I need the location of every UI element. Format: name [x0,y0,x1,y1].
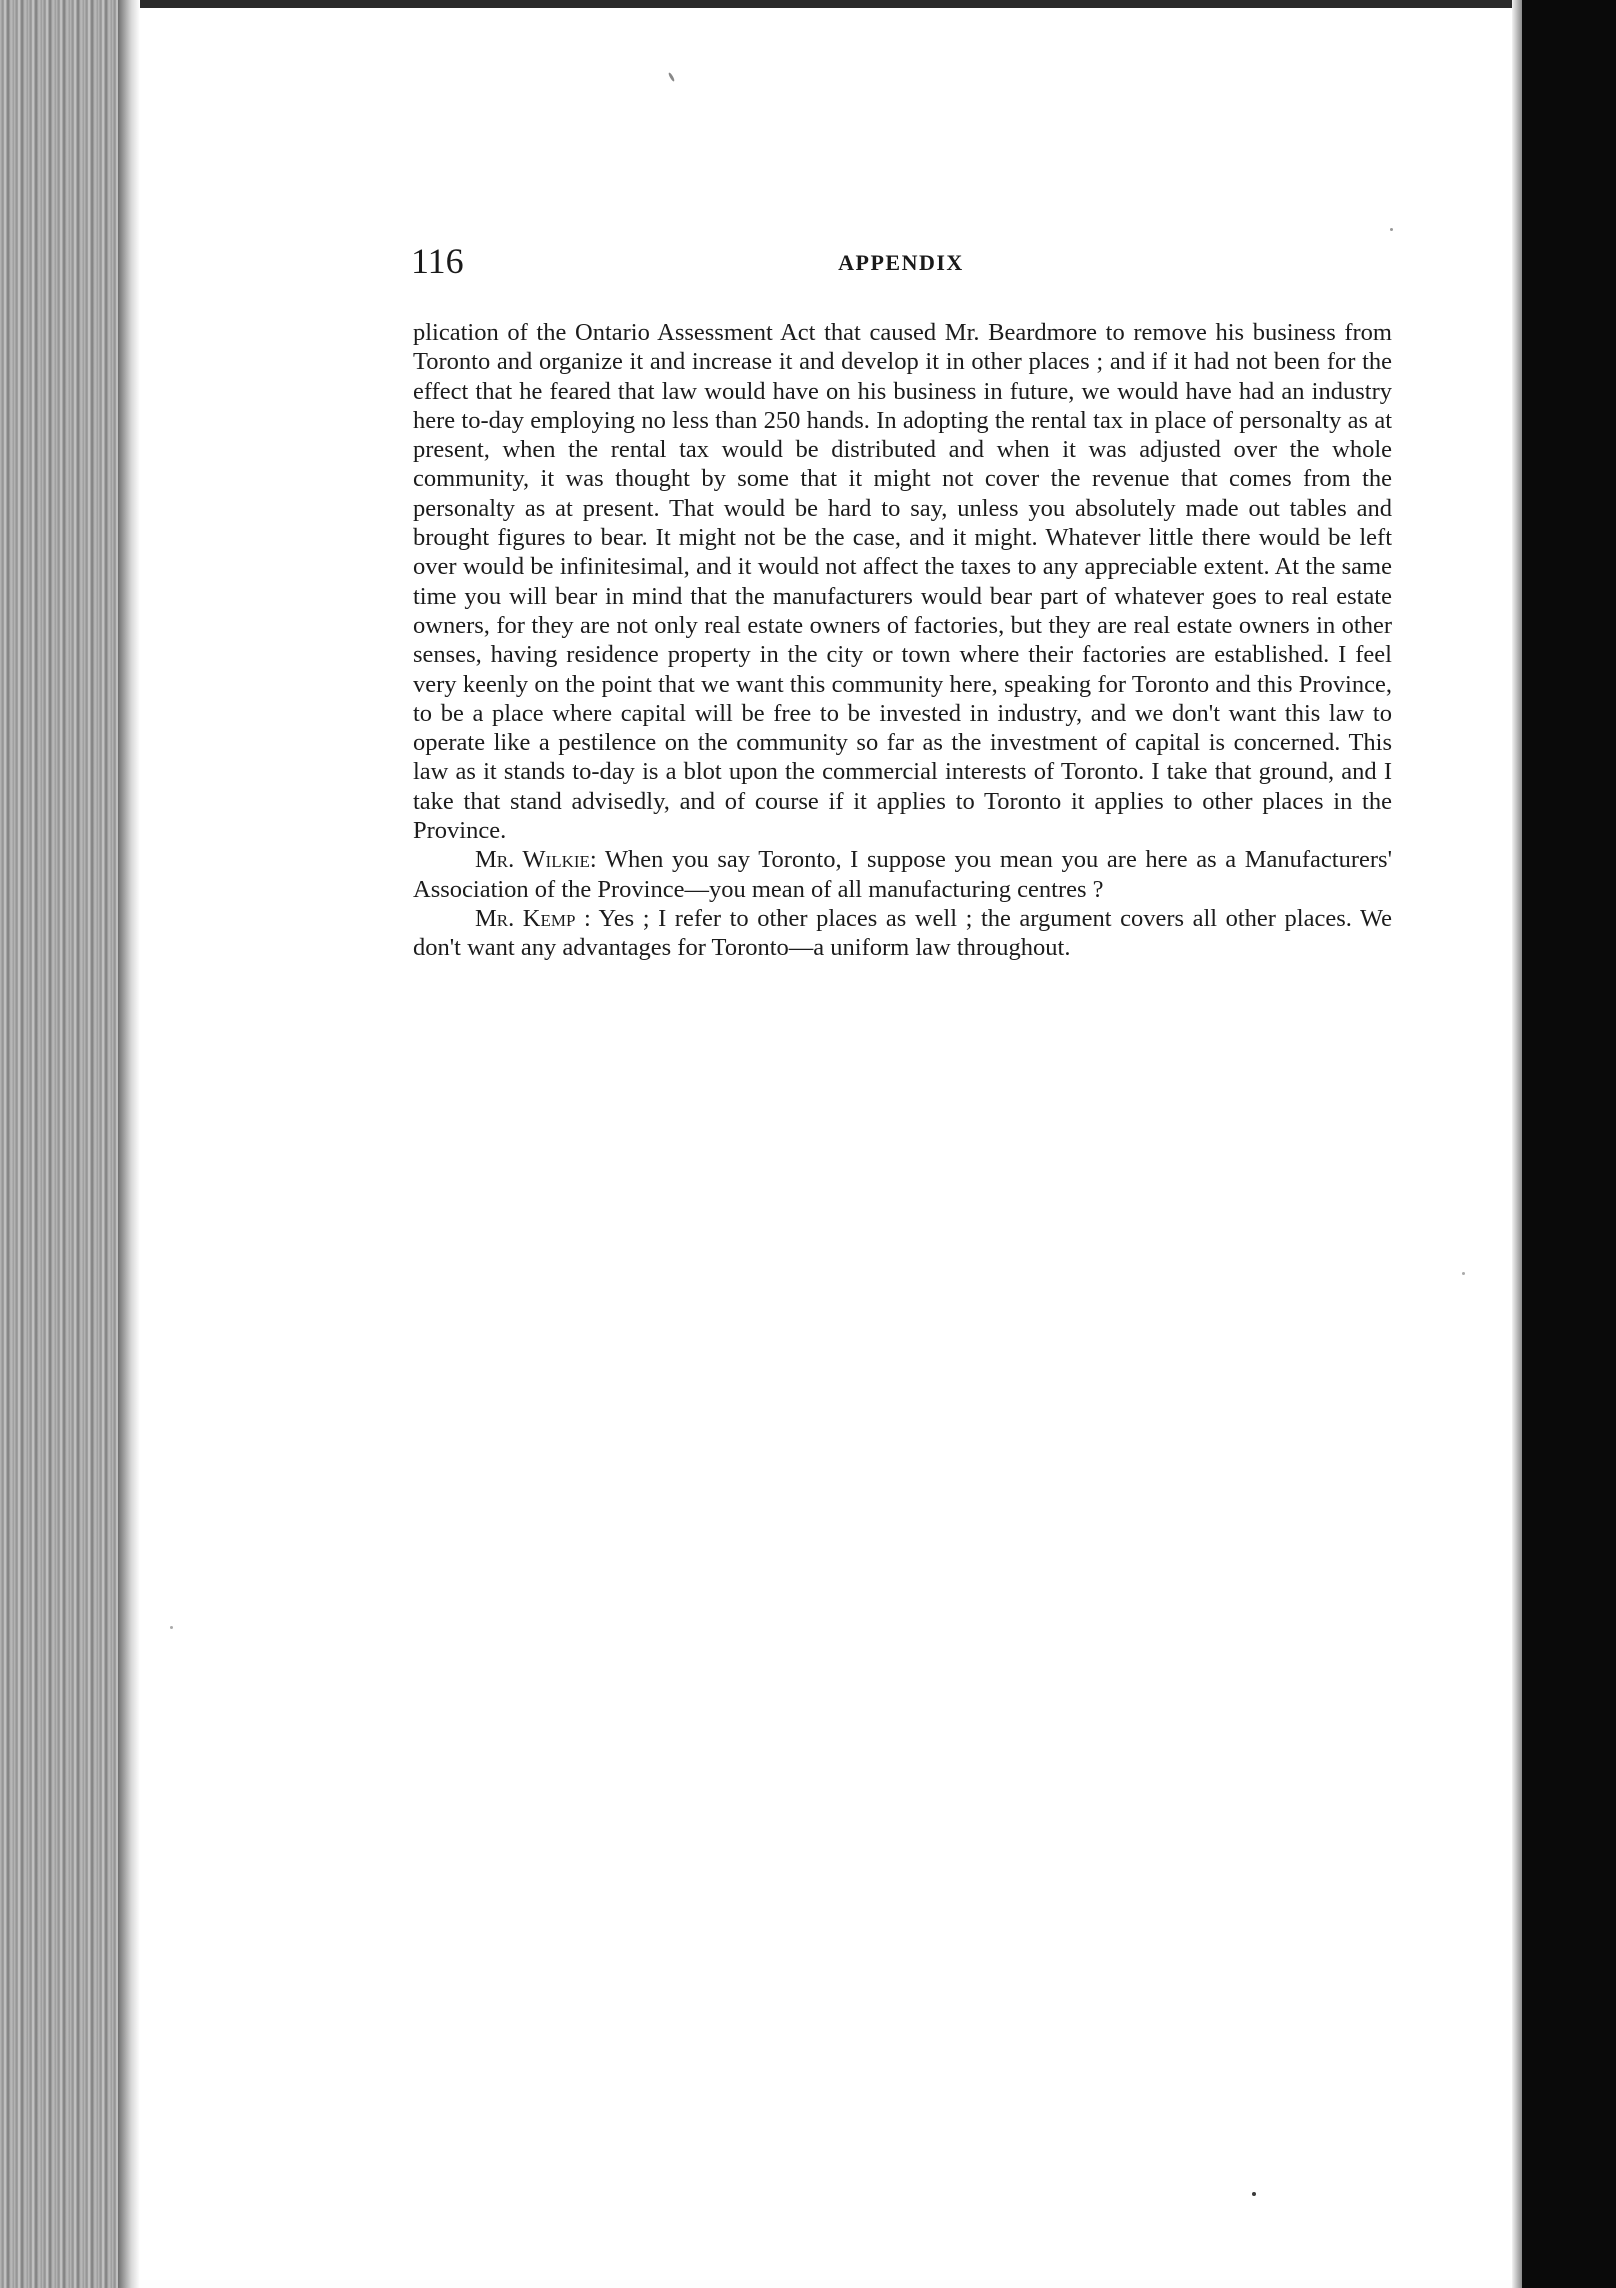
page-right-edge [1512,0,1522,2288]
paragraph-kemp [413,904,1392,963]
scan-speck [1390,228,1393,231]
paragraph-continued: plication of the Ontario Assessment Act that caused Mr. Beardmore to remove his business from Toronto and organize it and increase it and develop it in other places ; and if it had not been for the effect that he feared that law would have on his business in future, we would have had an industry here to-day employing no less than 250 hands. In adopting the rental tax in place of personalty as at present, when the rental tax would be distributed and when it was adjusted over the whole community, it was thought by some that it might not cover the revenue that comes from the personalty as at present. That would be hard to say, unless you absolutely made out tables and brought figures to bear. It might not be the case, and it might. Whatever little there would be left over would be infinitesimal, and it would not affect the taxes to any appreciable extent. At the same time you will bear in mind that the manufacturers would bear part of whatever goes to real estate owners, for they are not only real estate owners of factories, but they are real estate owners in other senses, having residence property in the city or town where their factories are established. I feel very keenly on the point that we want this community here, speaking for Toronto and this Province, to be a place where capital will be free to be invested in industry, and we don't want this law to operate like a pestilence on the community so far as the investment of capital is concerned. This law as it stands to-day is a blot upon the commercial interests of Toronto. I take that ground, and I take that stand advisedly, and of course if it applies to Toronto it applies to other places in the Province. [413,319,1392,845]
speaker-name: Mr. Kemp [475,904,576,932]
page-body [413,318,1392,963]
speech-text: Yes ; I refer to other places as well ; the argument covers all other places. We don't want any advantages for Toronto—a uniform law throughout. [413,904,1393,962]
speech-text: When you say Toronto, I suppose you mean you are here as a Manufacturers' Association of the Province—you mean of all manufacturing centres ? [413,846,1392,903]
running-head: APPENDIX [838,250,964,275]
page-number: 116 [411,241,464,281]
scan-speck [1252,2192,1256,2196]
book-top-edge [0,0,1616,8]
speaker-separator: : [589,846,605,874]
scan-speck [170,1626,173,1629]
book-spine-shadow [118,0,140,2288]
scan-speck [1462,1272,1465,1275]
paragraph-wilkie [413,845,1392,904]
facing-page-shadow [1522,0,1616,2288]
page-header [411,240,1391,290]
speaker-name: Mr. Wilkie [475,846,590,874]
speaker-separator: : [575,904,599,932]
